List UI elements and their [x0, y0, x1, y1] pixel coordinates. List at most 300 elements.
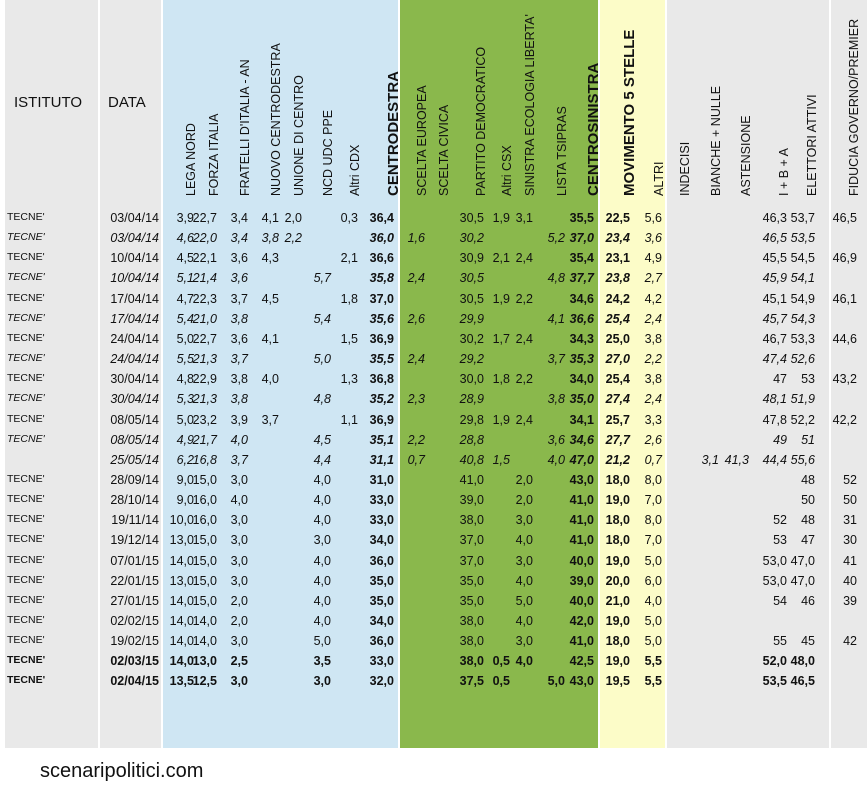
cell-value: 15,0	[192, 573, 217, 588]
cell-value: 34,3	[569, 331, 594, 346]
cell-data: 19/12/14	[110, 533, 159, 548]
column-header: PARTITO DEMOCRATICO	[474, 46, 488, 196]
column-header: LISTA TSIPRAS	[555, 106, 569, 196]
cell-value: 18,0	[605, 533, 630, 548]
cell-value: 27,4	[605, 392, 630, 407]
column-header: SCELTA CIVICA	[437, 104, 451, 196]
cell-value: 3,5	[313, 654, 331, 669]
cell-value: 41	[843, 553, 857, 568]
cell-value: 3,0	[313, 674, 331, 689]
column-header: Altri CDX	[348, 144, 362, 196]
cell-istituto: TECNE'	[7, 634, 45, 647]
cell-value: 41,0	[569, 533, 594, 548]
cell-value: 0,3	[340, 211, 358, 225]
cell-value: 29,2	[459, 352, 484, 367]
cell-value: 4,9	[644, 251, 662, 266]
cell-value: 3,0	[230, 634, 248, 649]
cell-istituto: TECNE'	[7, 493, 45, 506]
cell-value: 35,0	[369, 593, 394, 608]
cell-value: 50	[843, 493, 857, 508]
column-header: FRATELLI D'ITALIA - AN	[238, 59, 252, 196]
cell-value: 5,4	[176, 311, 194, 326]
cell-value: 55,6	[790, 452, 815, 467]
cell-value: 1,1	[340, 412, 358, 427]
cell-value: 3,4	[230, 231, 248, 246]
cell-istituto: TECNE'	[7, 271, 45, 284]
cell-value: 45,9	[762, 271, 787, 286]
cell-istituto: TECNE'	[7, 291, 45, 304]
cell-istituto: TECNE'	[7, 311, 45, 324]
cell-value: 36,6	[569, 311, 594, 326]
cell-value: 25,7	[605, 412, 630, 427]
cell-value: 4,3	[261, 251, 279, 266]
cell-data: 07/01/15	[110, 553, 159, 568]
cell-value: 1,8	[492, 372, 510, 387]
column-header: Altri CSX	[500, 145, 514, 196]
cell-value: 19,0	[605, 493, 630, 508]
cell-value: 52	[843, 472, 857, 487]
cell-value: 4,0	[313, 593, 331, 608]
cell-value: 3,6	[230, 251, 248, 266]
cell-value: 35,4	[569, 251, 594, 266]
cell-value: 54,1	[790, 271, 815, 286]
cell-value: 3,8	[230, 372, 248, 387]
cell-value: 4,8	[176, 372, 194, 387]
cell-value: 42,0	[569, 614, 594, 628]
cell-data: 30/04/14	[110, 392, 159, 407]
cell-value: 24,2	[605, 291, 630, 306]
cell-value: 53	[801, 372, 815, 387]
cell-value: 25,0	[605, 331, 630, 346]
cell-value: 19,0	[605, 553, 630, 568]
cell-value: 3,0	[515, 553, 533, 568]
cell-value: 9,0	[176, 472, 194, 487]
cell-value: 5,5	[644, 674, 662, 689]
cell-value: 33,0	[369, 513, 394, 528]
cell-value: 3,1	[515, 211, 533, 225]
cell-value: 43,0	[569, 472, 594, 487]
cell-value: 8,0	[644, 472, 662, 487]
cell-value: 2,2	[515, 372, 533, 387]
cell-value: 1,9	[492, 291, 510, 306]
cell-value: 5,0	[644, 614, 662, 628]
cell-value: 48	[801, 472, 815, 487]
cell-value: 4,1	[547, 311, 565, 326]
cell-value: 3,8	[644, 372, 662, 387]
cell-value: 53,3	[790, 331, 815, 346]
cell-value: 30	[843, 533, 857, 548]
cell-value: 3,0	[515, 634, 533, 649]
cell-value: 44,6	[832, 331, 857, 346]
cell-value: 15,0	[192, 553, 217, 568]
cell-value: 53,7	[790, 211, 815, 225]
cell-value: 37,0	[459, 553, 484, 568]
cell-value: 4,7	[176, 291, 194, 306]
cell-value: 35,3	[569, 352, 594, 367]
cell-value: 3,8	[230, 311, 248, 326]
cell-istituto: TECNE'	[7, 412, 45, 425]
cell-value: 22,9	[192, 372, 217, 387]
cell-value: 13,0	[169, 573, 194, 588]
cell-value: 43,2	[832, 372, 857, 387]
cell-value: 14,0	[169, 634, 194, 649]
cell-value: 22,7	[192, 331, 217, 346]
cell-value: 35,6	[369, 311, 394, 326]
column-header: SINISTRA ECOLOGIA LIBERTA'	[523, 14, 537, 196]
cell-value: 5,0	[313, 352, 331, 367]
cell-istituto: TECNE'	[7, 352, 45, 365]
cell-value: 5,0	[176, 412, 194, 427]
cell-value: 52,6	[790, 352, 815, 367]
cell-data: 10/04/14	[110, 251, 159, 266]
cell-value: 31	[843, 513, 857, 528]
column-header: UNIONE DI CENTRO	[292, 75, 306, 196]
cell-value: 10,0	[169, 513, 194, 528]
cell-value: 36,9	[369, 412, 394, 427]
cell-value: 47,0	[569, 452, 594, 467]
cell-value: 2,4	[515, 251, 533, 266]
cell-value: 38,0	[459, 654, 484, 669]
cell-value: 4,5	[261, 291, 279, 306]
cell-value: 37,0	[369, 291, 394, 306]
cell-value: 19,0	[605, 654, 630, 669]
cell-value: 34,1	[569, 412, 594, 427]
cell-value: 53,0	[762, 553, 787, 568]
cell-value: 3,0	[230, 573, 248, 588]
cell-value: 18,0	[605, 472, 630, 487]
cell-value: 20,0	[605, 573, 630, 588]
cell-value: 37,0	[569, 231, 594, 246]
cell-value: 1,7	[492, 331, 510, 346]
cell-value: 36,6	[369, 251, 394, 266]
cell-value: 14,0	[192, 634, 217, 649]
cell-value: 35,8	[369, 271, 394, 286]
cell-value: 3,9	[230, 412, 248, 427]
cell-value: 14,0	[169, 614, 194, 628]
column-header: SCELTA EUROPEA	[415, 85, 429, 196]
cell-value: 21,0	[192, 311, 217, 326]
cell-value: 51	[801, 432, 815, 447]
cell-value: 30,2	[459, 331, 484, 346]
cell-value: 3,7	[547, 352, 565, 367]
cell-value: 32,0	[369, 674, 394, 689]
cell-data: 19/11/14	[111, 513, 159, 528]
cell-istituto: TECNE'	[7, 593, 45, 606]
cell-value: 5,7	[313, 271, 331, 286]
cell-value: 14,0	[169, 593, 194, 608]
cell-value: 3,3	[644, 412, 662, 427]
cell-value: 3,9	[176, 211, 194, 225]
cell-value: 28,9	[459, 392, 484, 407]
cell-value: 21,2	[605, 452, 630, 467]
cell-value: 15,0	[192, 533, 217, 548]
cell-value: 21,0	[605, 593, 630, 608]
cell-value: 28,8	[459, 432, 484, 447]
cell-value: 47,0	[790, 573, 815, 588]
cell-value: 3,0	[313, 533, 331, 548]
cell-value: 1,9	[492, 412, 510, 427]
cell-value: 4,0	[313, 553, 331, 568]
cell-value: 15,0	[192, 472, 217, 487]
cell-value: 31,1	[369, 452, 394, 467]
cell-istituto: TECNE'	[7, 513, 45, 526]
cell-value: 5,1	[176, 271, 194, 286]
cell-value: 50	[801, 493, 815, 508]
cell-value: 34,6	[569, 432, 594, 447]
cell-value: 3,7	[230, 352, 248, 367]
cell-value: 2,2	[407, 432, 425, 447]
cell-value: 3,8	[644, 331, 662, 346]
cell-value: 2,1	[492, 251, 510, 266]
cell-value: 5,2	[547, 231, 565, 246]
cell-value: 4,0	[261, 372, 279, 387]
cell-data: 08/05/14	[110, 432, 159, 447]
cell-value: 2,4	[515, 331, 533, 346]
cell-value: 53,0	[762, 573, 787, 588]
cell-data: 02/02/15	[110, 614, 159, 628]
cell-value: 49	[773, 432, 787, 447]
cell-value: 23,8	[605, 271, 630, 286]
cell-istituto: TECNE'	[7, 614, 45, 626]
cell-data: 17/04/14	[110, 311, 159, 326]
cell-value: 39	[843, 593, 857, 608]
cell-value: 36,8	[369, 372, 394, 387]
cell-value: 23,1	[605, 251, 630, 266]
cell-value: 2,0	[230, 614, 248, 628]
cell-value: 47,8	[762, 412, 787, 427]
cell-value: 0,7	[644, 452, 662, 467]
cell-value: 13,5	[169, 674, 194, 689]
cell-value: 5,3	[176, 392, 194, 407]
cell-value: 1,6	[407, 231, 425, 246]
cell-value: 45,7	[762, 311, 787, 326]
cell-value: 34,0	[569, 372, 594, 387]
cell-value: 40	[843, 573, 857, 588]
cell-value: 1,3	[340, 372, 358, 387]
cell-value: 36,9	[369, 331, 394, 346]
cell-value: 37,7	[569, 271, 594, 286]
cell-value: 5,4	[313, 311, 331, 326]
cell-value: 0,7	[407, 452, 425, 467]
cell-value: 47,4	[762, 352, 787, 367]
cell-value: 3,4	[230, 211, 248, 225]
cell-value: 47	[801, 533, 815, 548]
cell-value: 4,9	[176, 432, 194, 447]
cell-value: 4,0	[230, 432, 248, 447]
cell-value: 33,0	[369, 493, 394, 508]
cell-value: 30,5	[459, 271, 484, 286]
cell-value: 41,0	[569, 493, 594, 508]
cell-value: 2,4	[407, 271, 425, 286]
cell-value: 2,0	[230, 593, 248, 608]
cell-value: 36,0	[369, 231, 394, 246]
cell-value: 4,0	[230, 493, 248, 508]
cell-value: 22,7	[192, 211, 217, 225]
cell-value: 47,0	[790, 553, 815, 568]
cell-value: 34,0	[369, 614, 394, 628]
cell-istituto: TECNE'	[7, 533, 45, 546]
cell-value: 5,5	[644, 654, 662, 669]
cell-value: 3,0	[230, 513, 248, 528]
cell-value: 4,1	[261, 331, 279, 346]
cell-value: 31,0	[369, 472, 394, 487]
cell-value: 52	[773, 513, 787, 528]
cell-value: 2,2	[284, 231, 302, 246]
cell-value: 1,5	[340, 331, 358, 346]
cell-value: 48,1	[762, 392, 787, 407]
cell-value: 7,0	[644, 493, 662, 508]
cell-value: 5,0	[547, 674, 565, 689]
cell-value: 45	[801, 634, 815, 649]
cell-value: 35,0	[569, 392, 594, 407]
cell-value: 4,0	[515, 654, 533, 669]
cell-data: 24/04/14	[110, 331, 159, 346]
cell-value: 42,2	[832, 412, 857, 427]
column-header: MOVIMENTO 5 STELLE	[621, 29, 638, 196]
cell-value: 44,4	[762, 452, 787, 467]
cell-value: 36,4	[369, 211, 394, 225]
column-header: INDECISI	[678, 141, 692, 196]
cell-value: 41,0	[459, 472, 484, 487]
cell-data: 30/04/14	[110, 372, 159, 387]
cell-data: 24/04/14	[110, 352, 159, 367]
cell-value: 53	[773, 533, 787, 548]
cell-value: 36,0	[369, 553, 394, 568]
cell-value: 5,0	[644, 553, 662, 568]
cell-value: 22,5	[605, 211, 630, 225]
cell-value: 48	[801, 513, 815, 528]
cell-value: 46,3	[762, 211, 787, 225]
cell-value: 3,0	[230, 472, 248, 487]
cell-value: 3,7	[230, 452, 248, 467]
cell-value: 21,3	[192, 392, 217, 407]
cell-value: 4,4	[313, 452, 331, 467]
cell-value: 39,0	[569, 573, 594, 588]
cell-value: 46,7	[762, 331, 787, 346]
cell-value: 4,5	[313, 432, 331, 447]
header-data: DATA	[108, 94, 146, 111]
cell-value: 48,0	[790, 654, 815, 669]
cell-value: 46,5	[832, 211, 857, 225]
cell-istituto: TECNE'	[7, 211, 45, 223]
cell-value: 52,2	[790, 412, 815, 427]
cell-value: 25,4	[605, 372, 630, 387]
cell-value: 21,4	[192, 271, 217, 286]
cell-value: 2,6	[644, 432, 662, 447]
cell-value: 23,4	[605, 231, 630, 246]
footer-site: scenaripolitici.com	[40, 760, 204, 782]
cell-value: 1,8	[340, 291, 358, 306]
cell-value: 54	[773, 593, 787, 608]
header-istituto: ISTITUTO	[14, 94, 83, 111]
cell-value: 2,7	[644, 271, 662, 286]
cell-value: 6,0	[644, 573, 662, 588]
cell-value: 35,5	[569, 211, 594, 225]
cell-value: 4,0	[313, 573, 331, 588]
cell-value: 4,5	[176, 251, 194, 266]
cell-value: 36,0	[369, 634, 394, 649]
cell-value: 18,0	[605, 634, 630, 649]
cell-value: 4,1	[261, 211, 279, 225]
cell-value: 4,0	[313, 493, 331, 508]
cell-value: 6,2	[176, 452, 194, 467]
column-header: ASTENSIONE	[739, 115, 753, 196]
cell-data: 28/09/14	[110, 472, 159, 487]
cell-value: 4,0	[644, 593, 662, 608]
cell-value: 3,1	[701, 452, 719, 467]
cell-value: 35,5	[369, 352, 394, 367]
cell-value: 3,7	[261, 412, 279, 427]
column-header: NCD UDC PPE	[321, 109, 335, 196]
cell-value: 34,0	[369, 533, 394, 548]
cell-istituto: TECNE'	[7, 432, 45, 445]
cell-value: 2,0	[515, 472, 533, 487]
cell-value: 2,1	[340, 251, 358, 266]
cell-value: 3,0	[230, 674, 248, 689]
cell-value: 4,0	[313, 513, 331, 528]
cell-value: 22,0	[192, 231, 217, 246]
cell-value: 53,5	[790, 231, 815, 246]
cell-value: 2,3	[407, 392, 425, 407]
cell-value: 46,1	[832, 291, 857, 306]
cell-value: 3,8	[261, 231, 279, 246]
cell-value: 21,3	[192, 352, 217, 367]
cell-value: 54,5	[790, 251, 815, 266]
cell-istituto: TECNE'	[7, 472, 45, 485]
column-header: FORZA ITALIA	[207, 113, 221, 196]
cell-data: 17/04/14	[110, 291, 159, 306]
cell-value: 14,0	[169, 553, 194, 568]
cell-value: 40,0	[569, 593, 594, 608]
cell-value: 30,5	[459, 211, 484, 225]
cell-value: 2,2	[644, 352, 662, 367]
cell-value: 38,0	[459, 634, 484, 649]
cell-value: 19,0	[605, 614, 630, 628]
column-header: ALTRI	[652, 161, 666, 196]
cell-data: 02/04/15	[110, 674, 159, 689]
cell-value: 13,0	[192, 654, 217, 669]
cell-value: 23,2	[192, 412, 217, 427]
cell-value: 45,5	[762, 251, 787, 266]
cell-value: 9,0	[176, 493, 194, 508]
cell-value: 30,5	[459, 291, 484, 306]
cell-value: 3,6	[644, 231, 662, 246]
cell-value: 1,5	[492, 452, 510, 467]
cell-data: 03/04/14	[110, 211, 159, 225]
cell-value: 4,0	[515, 573, 533, 588]
cell-value: 4,8	[547, 271, 565, 286]
cell-value: 40,0	[569, 553, 594, 568]
cell-value: 3,0	[230, 533, 248, 548]
cell-value: 29,8	[459, 412, 484, 427]
cell-value: 53,5	[762, 674, 787, 689]
cell-value: 14,0	[192, 614, 217, 628]
cell-data: 08/05/14	[110, 412, 159, 427]
cell-value: 3,6	[230, 271, 248, 286]
cell-value: 35,2	[369, 392, 394, 407]
cell-value: 54,9	[790, 291, 815, 306]
cell-value: 35,0	[369, 573, 394, 588]
cell-istituto: TECNE'	[7, 231, 45, 244]
cell-value: 30,0	[459, 372, 484, 387]
cell-value: 4,6	[176, 231, 194, 246]
cell-value: 1,9	[492, 211, 510, 225]
cell-value: 15,0	[192, 593, 217, 608]
cell-istituto: TECNE'	[7, 573, 45, 586]
cell-value: 4,0	[515, 533, 533, 548]
cell-value: 47	[773, 372, 787, 387]
cell-data: 19/02/15	[110, 634, 159, 649]
